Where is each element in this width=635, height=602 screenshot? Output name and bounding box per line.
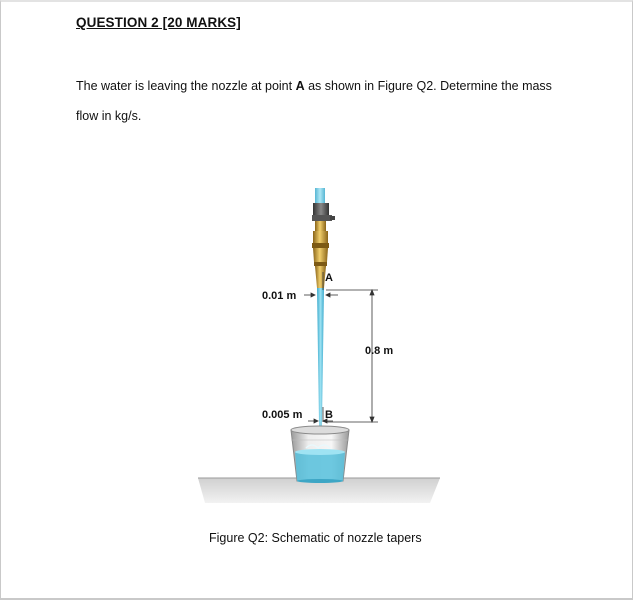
label-point-b: B: [325, 409, 333, 421]
label-height: 0.8 m: [365, 345, 394, 357]
question-text-part-2: as shown in Figure Q2. Determine the mass: [304, 79, 552, 93]
bucket: [291, 426, 349, 483]
label-diameter-a: 0.01 m: [262, 290, 297, 302]
label-diameter-b: 0.005 m: [262, 409, 303, 421]
question-text-line-2: flow in kg/s.: [76, 109, 142, 123]
question-text-part-1: The water is leaving the nozzle at point: [76, 79, 296, 93]
label-point-a: A: [325, 272, 333, 284]
question-text-bold-point: A: [295, 79, 305, 93]
question-heading: QUESTION 2 [20 MARKS]: [76, 15, 241, 30]
figure-caption: Figure Q2: Schematic of nozzle tapers: [209, 531, 422, 545]
